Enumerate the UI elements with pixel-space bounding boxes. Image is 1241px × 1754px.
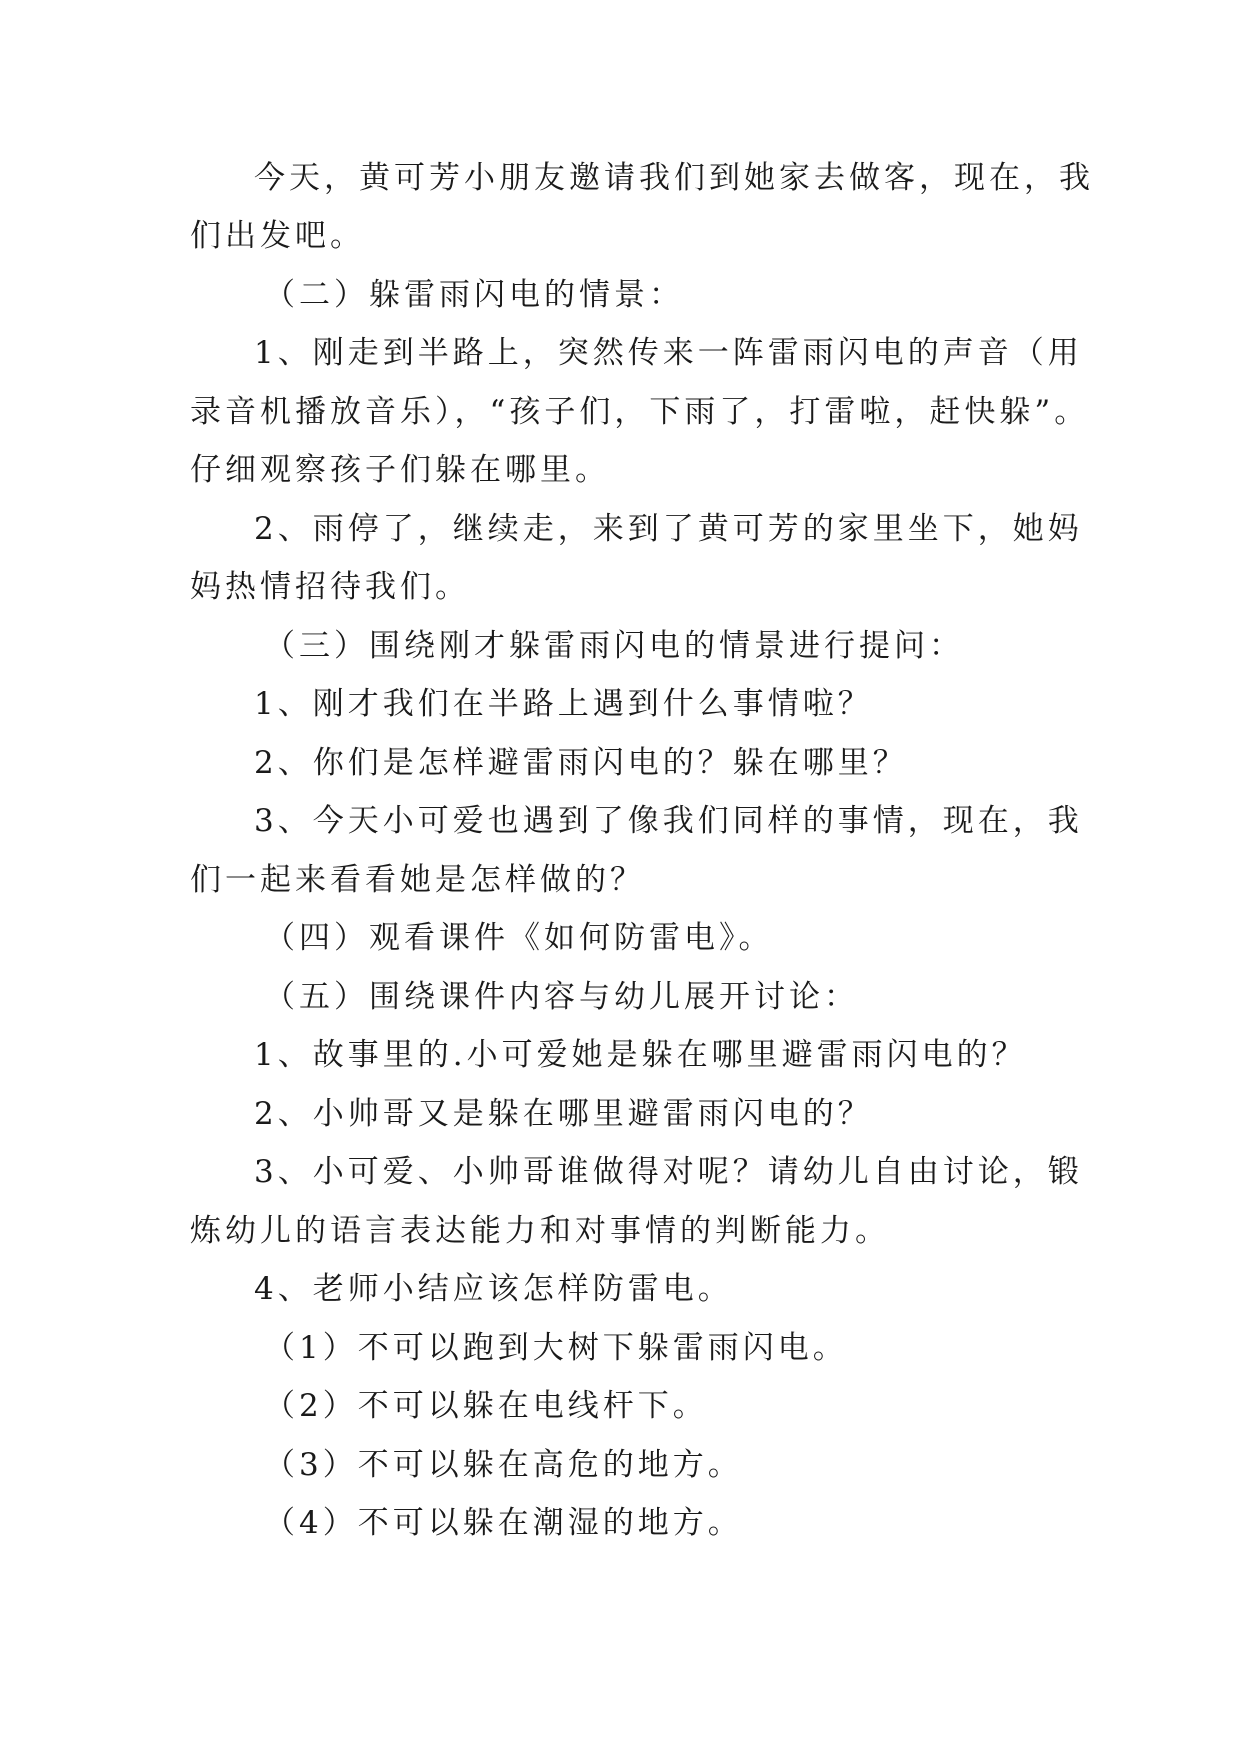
paragraph-line: 今天，黄可芳小朋友邀请我们到她家去做客，现在，我: [254, 160, 1094, 196]
list-item: 2、小帅哥又是躲在哪里避雷雨闪电的？: [254, 1096, 873, 1132]
paragraph-line: 们一起来看看她是怎样做的？: [190, 862, 645, 898]
paragraph-line: 炼幼儿的语言表达能力和对事情的判断能力。: [190, 1213, 890, 1249]
sub-list-item: （2）不可以躲在电线杆下。: [264, 1388, 708, 1424]
sub-list-item: （1）不可以跑到大树下躲雷雨闪电。: [264, 1330, 848, 1366]
paragraph-line: 们出发吧。: [190, 218, 365, 254]
paragraph-line: 录音机播放音乐），“孩子们，下雨了，打雷啦，赶快躲”。: [190, 394, 1090, 430]
paragraph-line: 2、雨停了，继续走，来到了黄可芳的家里坐下，她妈: [254, 511, 1083, 547]
section-heading: （三）围绕刚才躲雷雨闪电的情景进行提问：: [264, 628, 964, 664]
list-item: 1、刚才我们在半路上遇到什么事情啦？: [254, 686, 873, 722]
list-item: 4、老师小结应该怎样防雷电。: [254, 1271, 733, 1307]
section-heading: （二）躲雷雨闪电的情景：: [264, 277, 684, 313]
paragraph-line: 妈热情招待我们。: [190, 569, 470, 605]
list-item: 1、故事里的.小可爱她是躲在哪里避雷雨闪电的？: [254, 1037, 1027, 1073]
paragraph-line: 1、刚走到半路上，突然传来一阵雷雨闪电的声音（用: [254, 335, 1083, 371]
section-heading: （五）围绕课件内容与幼儿展开讨论：: [264, 979, 859, 1015]
sub-list-item: （3）不可以躲在高危的地方。: [264, 1447, 743, 1483]
section-heading: （四）观看课件《如何防雷电》。: [264, 920, 774, 956]
list-item: 2、你们是怎样避雷雨闪电的？躲在哪里？: [254, 745, 908, 781]
paragraph-line: 仔细观察孩子们躲在哪里。: [190, 452, 610, 488]
sub-list-item: （4）不可以躲在潮湿的地方。: [264, 1505, 743, 1541]
list-item: 3、小可爱、小帅哥谁做得对呢？请幼儿自由讨论，锻: [254, 1154, 1083, 1190]
list-item: 3、今天小可爱也遇到了像我们同样的事情，现在，我: [254, 803, 1083, 839]
